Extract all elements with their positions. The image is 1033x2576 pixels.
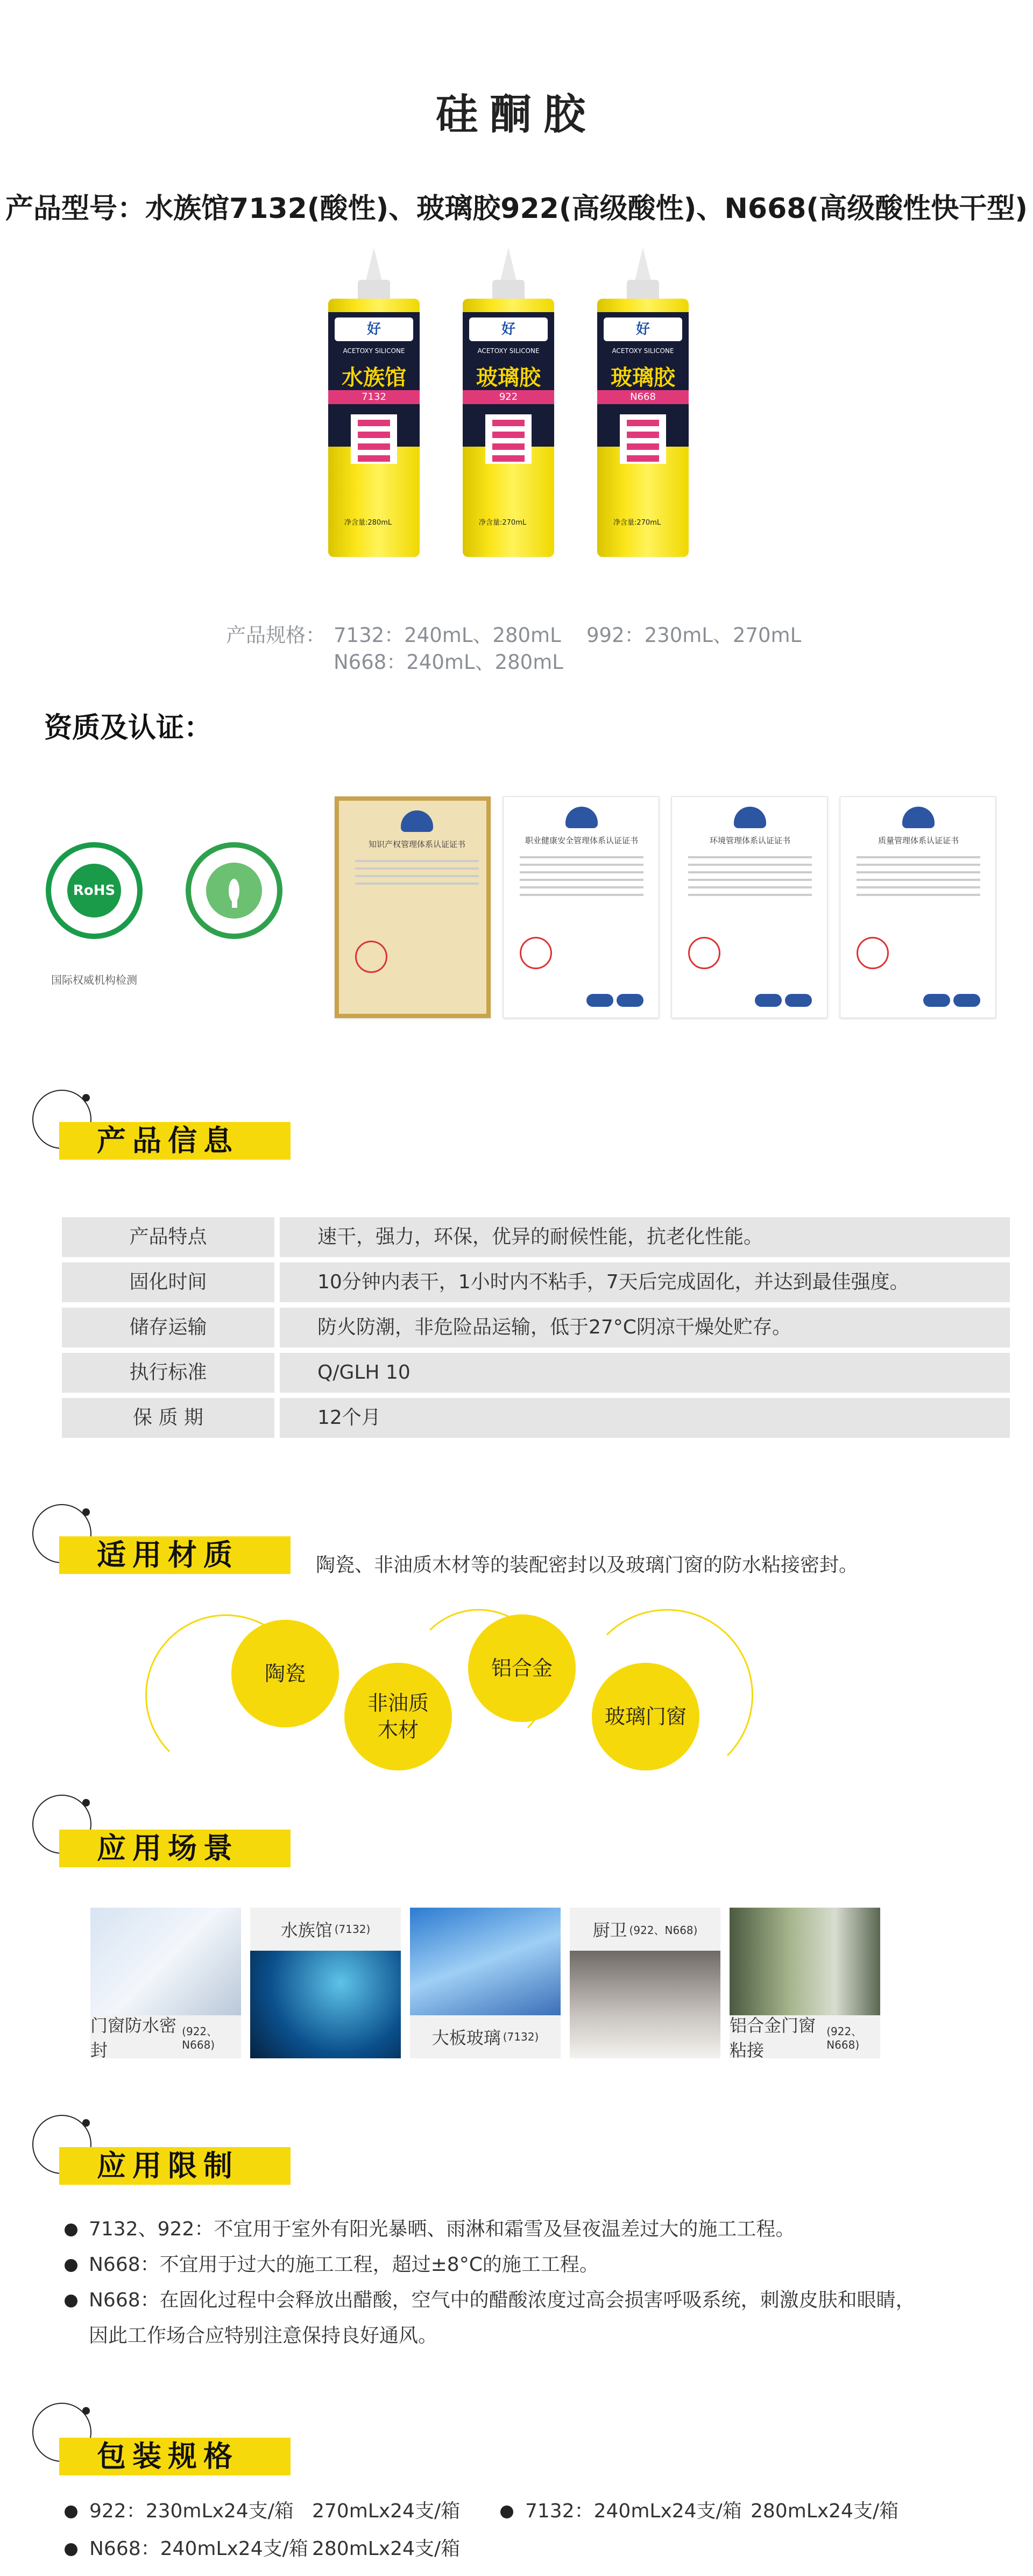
brand-logo: 好 bbox=[604, 317, 682, 341]
material-glass-door: 玻璃门窗 bbox=[592, 1663, 699, 1770]
certificate-ip: 知识产权管理体系认证证书 bbox=[335, 796, 491, 1018]
product-tube-7132: 好 ACETOXY SILICONE 水族馆 7132 净含量:280mL bbox=[328, 248, 420, 592]
list-item: N668：不宜用于过大的施工工程，超过±8°C的施工工程。 bbox=[65, 2247, 915, 2283]
limits-list bbox=[65, 2212, 915, 2354]
pack-922-b: 270mLx24支/箱 bbox=[312, 2500, 461, 2522]
spec-n668: N668：240mL、280mL bbox=[334, 651, 563, 674]
tube-code: 922 bbox=[463, 390, 554, 404]
tube-name: 玻璃胶 bbox=[611, 365, 675, 390]
product-tube-922: 好 ACETOXY SILICONE 玻璃胶 922 净含量:270mL bbox=[463, 248, 554, 592]
table-row: 产品特点 速干，强力，环保，优异的耐候性能，抗老化性能。 bbox=[62, 1217, 1010, 1257]
table-row: 执行标准 Q/GLH 10 bbox=[62, 1353, 1010, 1393]
scene-window: 门窗防水密封 (922、N668) bbox=[90, 1908, 241, 2058]
material-ceramic: 陶瓷 bbox=[231, 1620, 339, 1727]
list-item: 7132、922：不宜用于室外有阳光暴晒、雨淋和霜雪及昼夜温差过大的施工工程。 bbox=[65, 2212, 915, 2247]
pack-7132-b: 280mLx24支/箱 bbox=[751, 2500, 899, 2522]
tube-name: 玻璃胶 bbox=[476, 365, 541, 390]
scene-aluminum-door: 铝合金门窗粘接 (922、N668) bbox=[730, 1908, 880, 2058]
scene-kitchen-bath: 厨卫 (922、N668) bbox=[570, 1908, 720, 2058]
product-info-heading: 产品信息 bbox=[59, 1122, 291, 1160]
certificate-ohs: 职业健康安全管理体系认证证书 bbox=[503, 796, 659, 1018]
scene-aquarium: 水族馆 (7132) bbox=[250, 1908, 401, 2058]
pack-n668: N668：240mLx24支/箱 bbox=[65, 2533, 308, 2561]
brand-logo: 好 bbox=[469, 317, 548, 341]
packing-heading: 包装规格 bbox=[59, 2438, 291, 2475]
pack-n668-b: 280mLx24支/箱 bbox=[312, 2538, 461, 2560]
product-tube-n668: 好 ACETOXY SILICONE 玻璃胶 N668 净含量:270mL bbox=[597, 248, 689, 592]
certificate-env: 环境管理体系认证证书 bbox=[671, 796, 827, 1018]
pack-7132: 7132：240mLx24支/箱 bbox=[500, 2496, 742, 2523]
material-wood: 非油质 木材 bbox=[344, 1663, 452, 1770]
list-item: N668：在固化过程中会释放出醋酸，空气中的醋酸浓度过高会损害呼吸系统，刺激皮肤和眼睛， bbox=[65, 2283, 915, 2318]
scene-glass-building: 大板玻璃 (7132) bbox=[410, 1908, 561, 2058]
materials-description: 陶瓷、非油质木材等的装配密封以及玻璃门窗的防水粘接密封。 bbox=[316, 1554, 859, 1576]
table-row: 保 质 期 12个月 bbox=[62, 1398, 1010, 1438]
rohs-logo: RoHS bbox=[46, 842, 143, 939]
spec-992: 992：230mL、270mL bbox=[586, 624, 802, 647]
tube-code: 7132 bbox=[328, 390, 420, 404]
tube-code: N668 bbox=[597, 390, 689, 404]
table-row: 储存运输 防火防潮，非危险品运输，低于27°C阴凉干燥处贮存。 bbox=[62, 1308, 1010, 1347]
table-row: 固化时间 10分钟内表干，1小时内不粘手，7天后完成固化，并达到最佳强度。 bbox=[62, 1262, 1010, 1302]
pack-922: 922：230mLx24支/箱 bbox=[65, 2496, 294, 2523]
cert-heading: 资质及认证： bbox=[44, 712, 213, 744]
product-info-table bbox=[62, 1217, 1010, 1443]
list-item-continued: 因此工作场合应特别注意保持良好通风。 bbox=[89, 2325, 438, 2347]
material-aluminum: 铝合金 bbox=[468, 1614, 576, 1722]
tube-name: 水族馆 bbox=[342, 365, 406, 390]
cert-caption: 国际权威机构检测 bbox=[51, 973, 137, 986]
model-line: 产品型号：水族馆7132(酸性)、玻璃胶922(高级酸性)、N668(高级酸性快干型) bbox=[5, 193, 1028, 225]
certificate-quality: 质量管理体系认证证书 bbox=[840, 796, 996, 1018]
spec-label: 产品规格： bbox=[226, 624, 326, 647]
materials-heading: 适用材质 bbox=[59, 1536, 291, 1574]
green-product-logo bbox=[186, 842, 282, 939]
page-title: 硅酮胶 bbox=[435, 90, 597, 139]
spec-7132: 7132：240mL、280mL bbox=[334, 624, 561, 647]
brand-logo: 好 bbox=[335, 317, 413, 341]
scenes-heading: 应用场景 bbox=[59, 1830, 291, 1867]
limits-heading: 应用限制 bbox=[59, 2147, 291, 2185]
